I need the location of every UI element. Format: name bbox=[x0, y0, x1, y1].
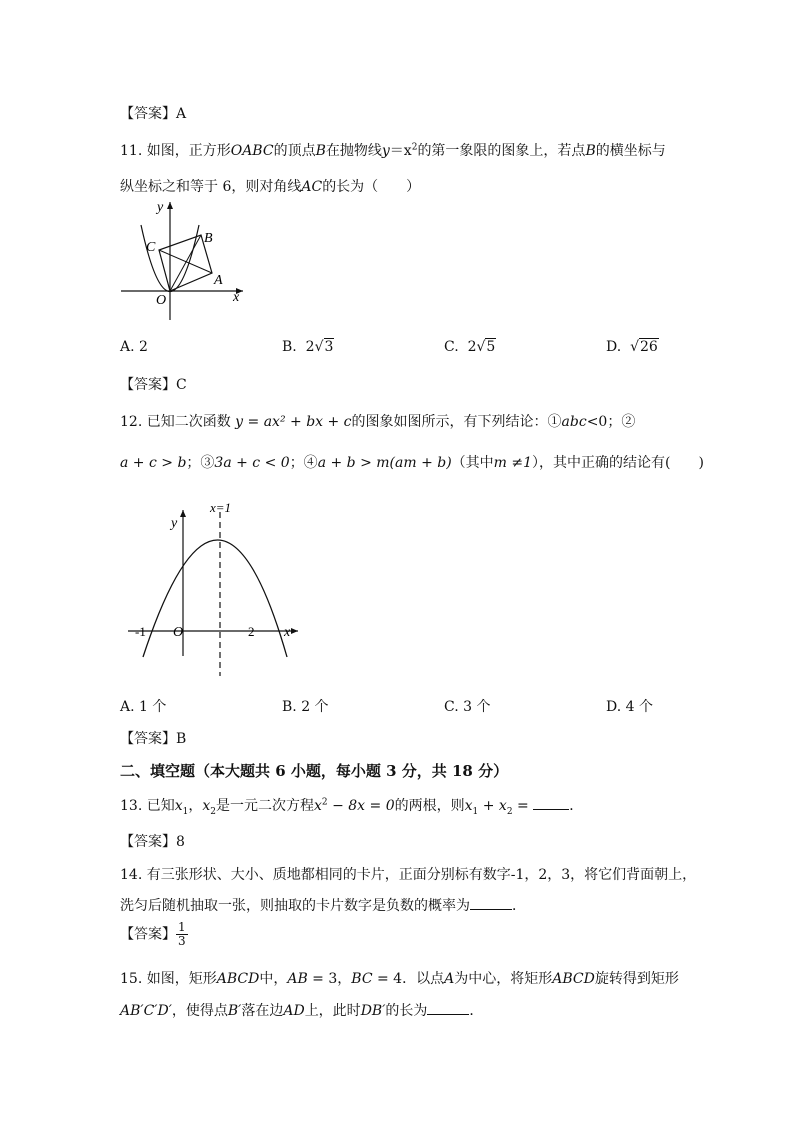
q13-blank bbox=[533, 797, 569, 810]
q11-point-b: B bbox=[585, 143, 596, 159]
q14-answer-numerator: 1 bbox=[178, 920, 186, 934]
q11-option-b: B. 2√3 bbox=[282, 339, 334, 355]
q13-text: 是一元二次方程 bbox=[216, 798, 314, 814]
q12-abc: abc bbox=[561, 414, 587, 430]
q11-option-c-coef: 2 bbox=[467, 339, 477, 355]
q11-option-d-label: D. bbox=[606, 339, 622, 355]
q14-line1: 14. 有三张形状、大小、质地都相同的卡片，正面分别标有数字-1，2，3，将它们背面朝上， bbox=[120, 867, 697, 883]
q12-label-axis: x=1 bbox=[210, 500, 232, 515]
q12-conclusion-4: a + b > m(am + b) bbox=[317, 455, 452, 471]
q11-diagonal-ob bbox=[170, 235, 201, 291]
q15-bc: BC bbox=[351, 971, 373, 987]
q15-point-a: A bbox=[444, 971, 455, 987]
q13-equals: = bbox=[512, 798, 529, 814]
answer-label: 【答案】 bbox=[120, 377, 176, 393]
q12-label-y: y bbox=[171, 516, 178, 531]
q11-diagonal-ac bbox=[159, 250, 212, 273]
q15-text: = 3， bbox=[307, 971, 352, 987]
q15-text: ． bbox=[469, 1003, 484, 1019]
answer-value: C bbox=[176, 377, 187, 393]
q12-text: 12. 已知二次函数 bbox=[120, 414, 231, 430]
q11-line2 bbox=[120, 176, 420, 196]
q11-label-b: B bbox=[204, 231, 213, 246]
q11-label-c: C bbox=[146, 240, 156, 255]
q11-figure bbox=[115, 198, 255, 323]
q15-text: 的长为 bbox=[385, 1003, 428, 1019]
q11-text: 的顶点 bbox=[273, 143, 316, 159]
q11-answer bbox=[120, 374, 187, 394]
answer-value: 8 bbox=[176, 834, 185, 850]
q10-answer bbox=[120, 103, 186, 123]
q11-option-b-label: B. bbox=[282, 339, 297, 355]
q15-text: 上，此时 bbox=[304, 1003, 361, 1019]
q11-label-o: O bbox=[156, 293, 167, 308]
q11-oabc: OABC bbox=[230, 143, 274, 159]
q11-option-b-coef: 2 bbox=[305, 339, 315, 355]
q13-eq-rest: − 8x = 0 bbox=[327, 798, 395, 814]
q15-ad: AD bbox=[283, 1003, 305, 1019]
q12-text: 的图象如图所示，有下列结论：① bbox=[351, 414, 562, 430]
q12-conclusion-3: 3a + c < 0 bbox=[214, 455, 290, 471]
q11-y-arrow bbox=[167, 202, 173, 209]
q13-plus: + bbox=[478, 798, 499, 814]
q11-line1 bbox=[120, 140, 666, 160]
q15-text: 中， bbox=[259, 971, 288, 987]
q13-answer bbox=[120, 831, 185, 851]
q12-label-2: 2 bbox=[248, 624, 255, 639]
q12-text: ；③ bbox=[186, 455, 215, 471]
q12-figure bbox=[122, 498, 307, 678]
q12-line2 bbox=[120, 452, 704, 472]
q15-line2 bbox=[120, 1000, 483, 1020]
answer-label: 【答案】 bbox=[120, 731, 176, 747]
q15-point-bp: B′ bbox=[227, 1003, 242, 1019]
q12-text: <0；② bbox=[586, 414, 636, 430]
q15-dbp: DB′ bbox=[360, 1003, 386, 1019]
q12-option-b: B. 2 个 bbox=[282, 699, 329, 715]
q14-line2 bbox=[120, 895, 526, 915]
q11-text: 的第一象限的图象上，若点 bbox=[417, 143, 586, 159]
q13-sum-sub1: 1 bbox=[472, 806, 479, 817]
q13-text: ， bbox=[188, 798, 203, 814]
q11-text: 在抛物线 bbox=[325, 143, 382, 159]
q13-sub2: 2 bbox=[210, 806, 216, 817]
q14-answer bbox=[120, 921, 188, 948]
q11-label-a: A bbox=[214, 273, 223, 288]
section-heading: 二、填空题（本大题共 6 小题，每小题 3 分，共 18 分） bbox=[120, 762, 509, 780]
q13-eq-x: x bbox=[314, 798, 322, 814]
q11-option-d-radicand: 26 bbox=[640, 339, 658, 355]
q11-parabola-eq: ＝x bbox=[389, 143, 412, 159]
q13-x1: x bbox=[174, 798, 183, 814]
q11-option-d: D. √26 bbox=[606, 339, 658, 355]
q12-conclusion-2: a + c > b bbox=[120, 455, 187, 471]
q13-text: 的两根，则 bbox=[394, 798, 465, 814]
q11-text: 11. 如图，正方形 bbox=[120, 143, 231, 159]
q11-text: 的横坐标与 bbox=[595, 143, 666, 159]
q15-text: 旋转得到矩形 bbox=[594, 971, 679, 987]
q13-text: 13. 已知 bbox=[120, 798, 175, 814]
q11-option-b-radicand: 3 bbox=[324, 339, 334, 355]
q11-point-b: B bbox=[315, 143, 326, 159]
q11-text: 纵坐标之和等于 6，则对角线 bbox=[120, 179, 302, 195]
q11-parabola-exp: 2 bbox=[411, 142, 418, 153]
q12-function: y = ax² + bx + c bbox=[235, 414, 352, 430]
q12-label-o: O bbox=[173, 625, 184, 640]
q12-parabola bbox=[143, 540, 287, 657]
q15-text: 15. 如图，矩形 bbox=[120, 971, 217, 987]
q13-x2: x bbox=[202, 798, 211, 814]
answer-value: B bbox=[176, 731, 187, 747]
q14-text: ． bbox=[512, 898, 526, 914]
q13-sum-x1: x bbox=[464, 798, 473, 814]
q11-label-x: x bbox=[233, 290, 240, 305]
q11-text: 的长为（ ） bbox=[322, 179, 421, 195]
q13-text: ． bbox=[569, 798, 584, 814]
answer-value: A bbox=[176, 106, 187, 122]
q12-option-d: D. 4 个 bbox=[606, 699, 653, 715]
q15-line1 bbox=[120, 968, 679, 988]
q12-condition: m ≠1 bbox=[493, 455, 533, 471]
q12-answer bbox=[120, 728, 186, 748]
q11-label-y: y bbox=[157, 200, 164, 215]
q11-ac: AC bbox=[301, 179, 323, 195]
q12-option-a: A. 1 个 bbox=[120, 699, 167, 715]
q14-answer-fraction bbox=[176, 921, 188, 948]
q12-x-arrow bbox=[291, 628, 298, 634]
q12-text: （其中 bbox=[451, 455, 494, 471]
q15-text: 落在边 bbox=[241, 1003, 284, 1019]
q15-rotated-rect: AB′C′D′ bbox=[120, 1003, 172, 1019]
q15-text: = 4．以点 bbox=[372, 971, 445, 987]
q15-ab: AB bbox=[287, 971, 308, 987]
q11-option-c-radicand: 5 bbox=[486, 339, 496, 355]
q11-parabola-y: y bbox=[381, 143, 390, 159]
q11-option-c-label: C. bbox=[444, 339, 459, 355]
q15-text: ，使得点 bbox=[171, 1003, 228, 1019]
answer-label: 【答案】 bbox=[120, 106, 176, 122]
q14-blank bbox=[470, 897, 512, 910]
q12-line1 bbox=[120, 411, 635, 431]
q12-label-x: x bbox=[284, 625, 291, 640]
q13-sub1: 1 bbox=[182, 806, 189, 817]
q13-eq-exp: 2 bbox=[321, 797, 328, 808]
answer-label: 【答案】 bbox=[120, 834, 176, 850]
q12-label-neg1: -1 bbox=[135, 624, 146, 639]
q14-text: 洗匀后随机抽取一张，则抽取的卡片数字是负数的概率为 bbox=[120, 898, 470, 914]
q15-text: 为中心，将矩形 bbox=[454, 971, 553, 987]
q12-text: ；④ bbox=[289, 455, 318, 471]
q15-abcd: ABCD bbox=[216, 971, 260, 987]
q12-option-c: C. 3 个 bbox=[444, 699, 491, 715]
q14-answer-denominator: 3 bbox=[178, 934, 186, 948]
q12-y-arrow bbox=[180, 510, 186, 517]
q11-option-a: A. 2 bbox=[120, 339, 148, 355]
q15-abcd: ABCD bbox=[552, 971, 595, 987]
q15-blank bbox=[427, 1002, 469, 1015]
q13-sum-x2: x bbox=[498, 798, 507, 814]
q13-line bbox=[120, 795, 583, 817]
q12-text: ），其中正确的结论有( ) bbox=[532, 455, 704, 471]
q11-option-c: C. 2√5 bbox=[444, 339, 496, 355]
q13-sum-sub2: 2 bbox=[506, 806, 513, 817]
answer-label: 【答案】 bbox=[120, 926, 176, 943]
